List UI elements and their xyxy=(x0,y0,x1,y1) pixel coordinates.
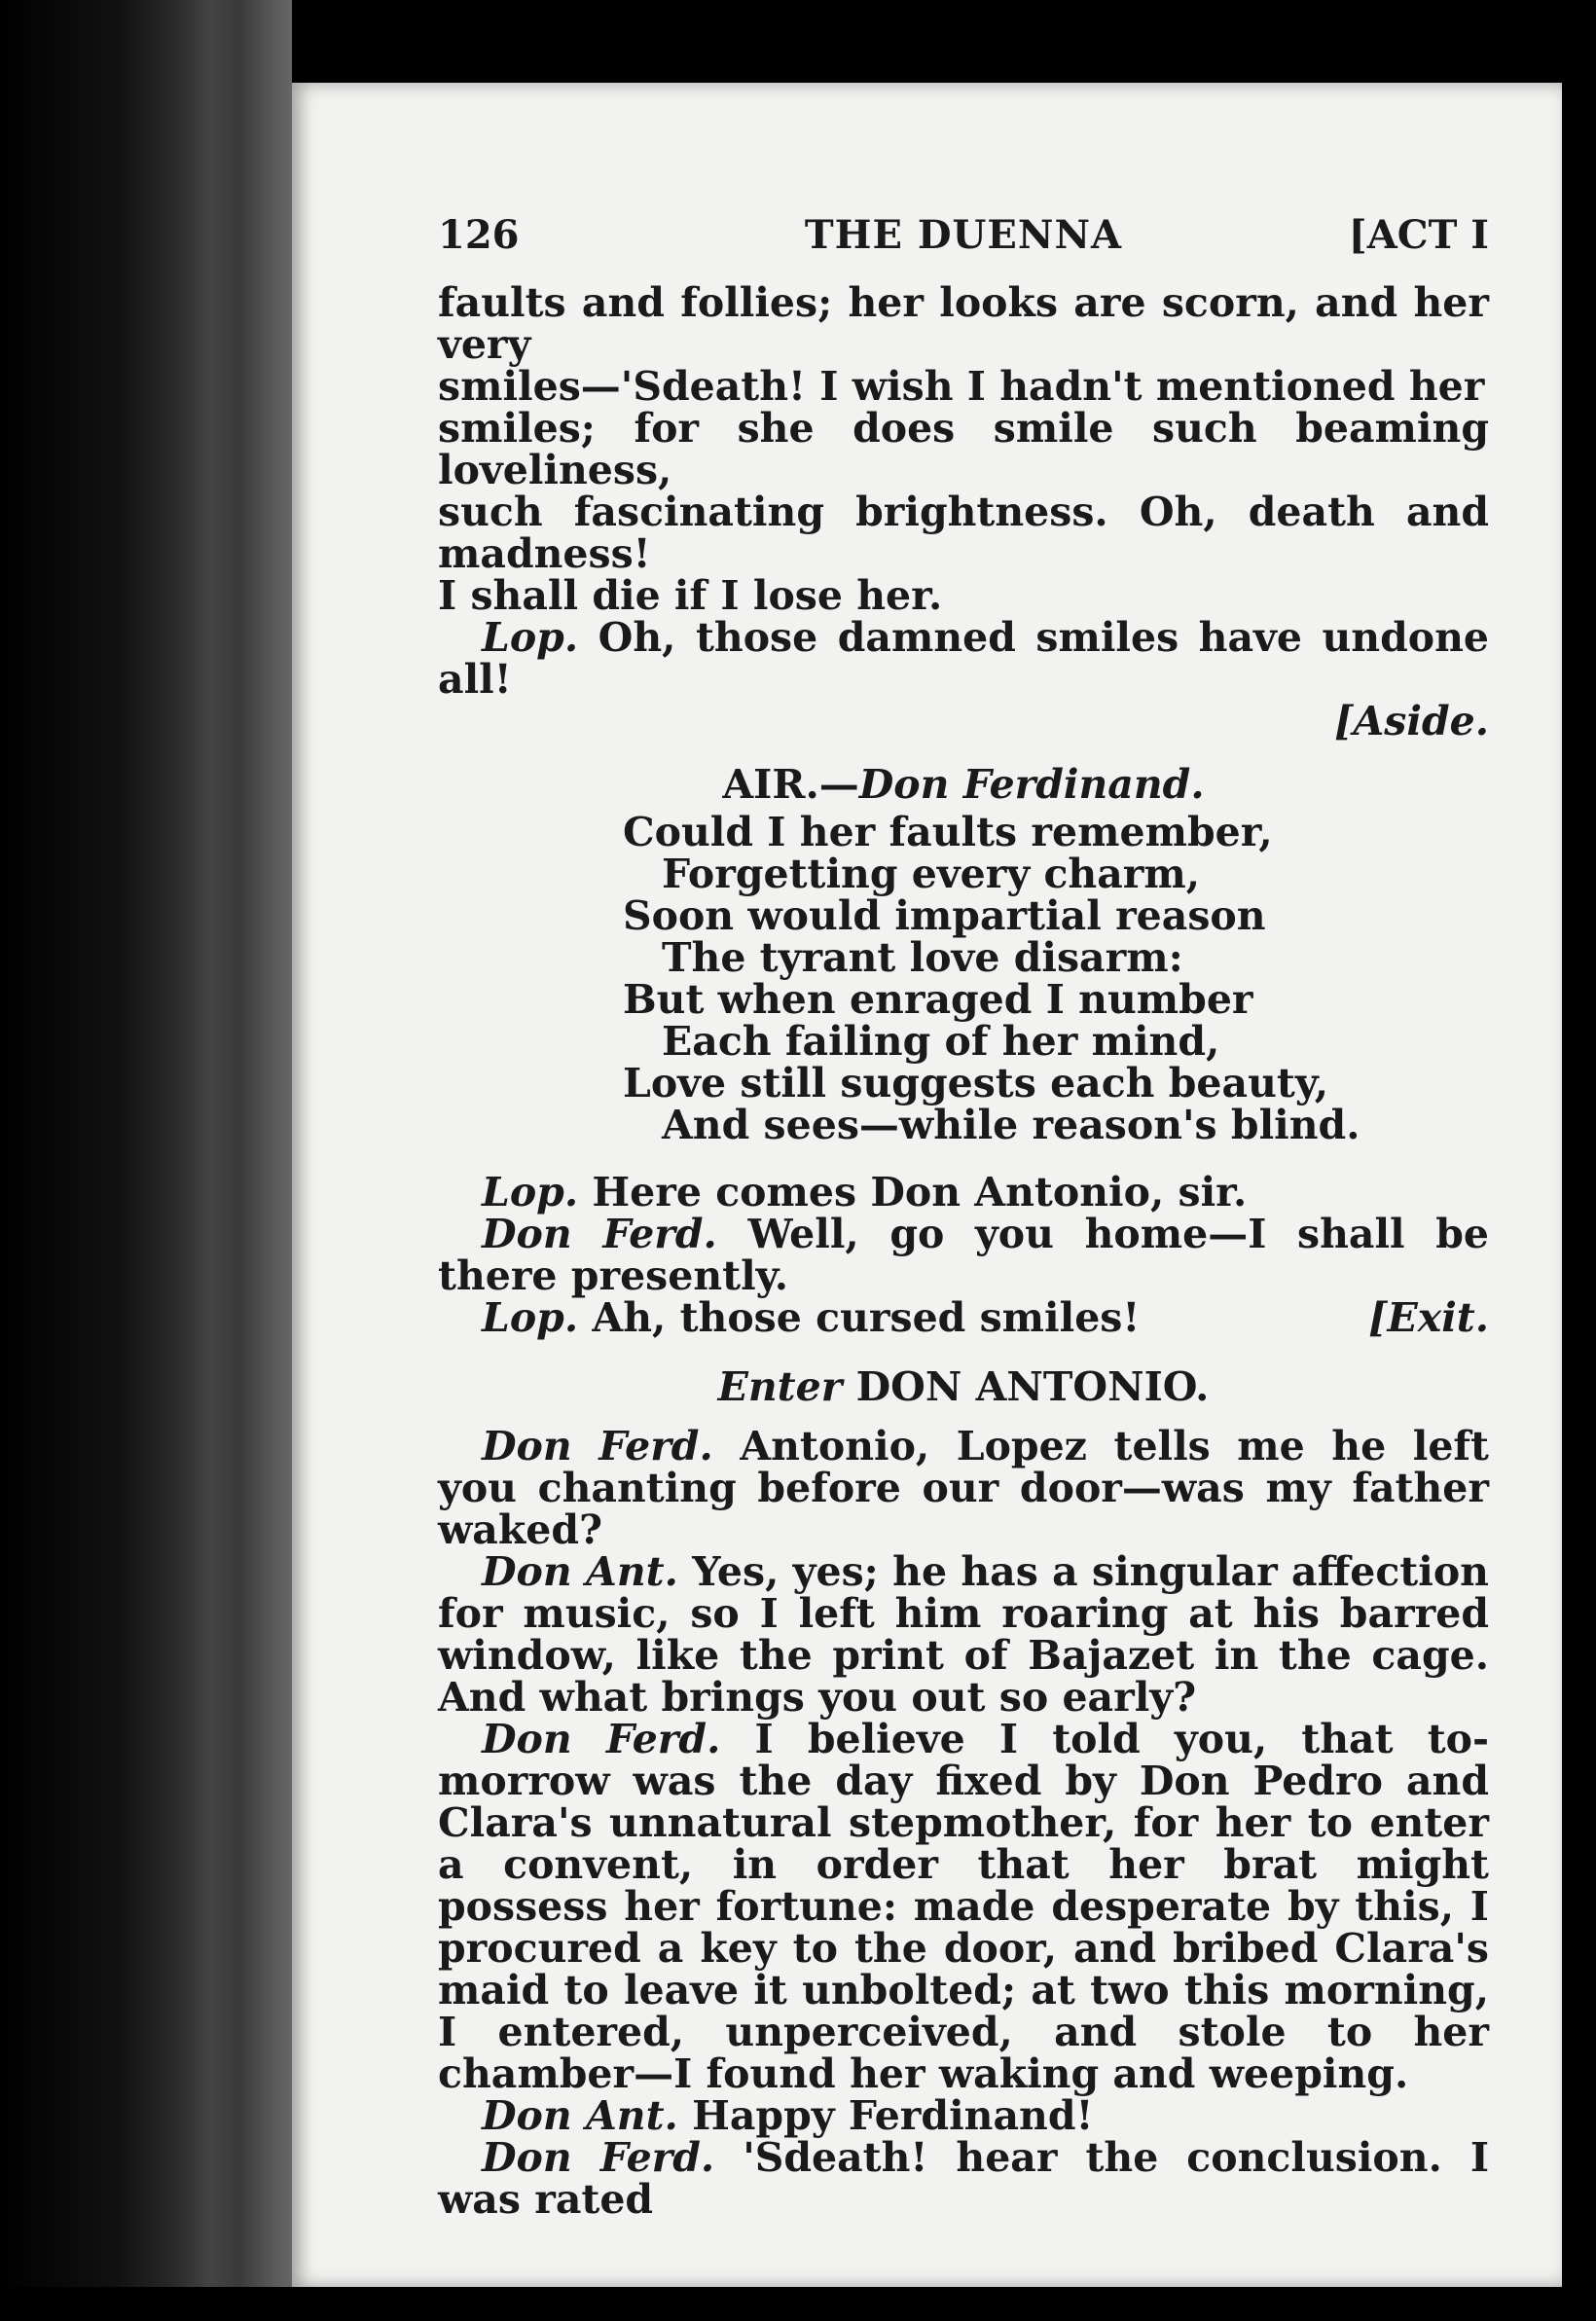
speech-text: Yes, yes; he has a singular affection for music, so I left him roaring at his barred window, like the print of Bajazet in the cage. And what brings you out so early? xyxy=(438,1548,1489,1721)
speaker-name: Lop. xyxy=(482,614,579,661)
verse-line: Each failing of her mind, xyxy=(662,1018,1220,1065)
text-line: smiles; for she does smile such beaming loveliness, xyxy=(438,405,1489,493)
speech-text: Here comes Don Antonio, sir. xyxy=(592,1169,1248,1215)
speech-text: Ah, those cursed smiles! xyxy=(592,1294,1141,1341)
speech-text: Happy Ferdinand! xyxy=(692,2092,1094,2139)
page-header xyxy=(438,214,1489,282)
page-content xyxy=(438,214,1489,2221)
speaker-name: Don Ferd. xyxy=(482,1423,713,1469)
verse-line: Soon would impartial reason xyxy=(623,892,1266,939)
dialogue-speech xyxy=(438,1211,1489,1299)
text-line: I shall die if I lose her. xyxy=(438,572,943,619)
scanner-bottom-edge xyxy=(0,2287,1596,2321)
verse-line: Forgetting every charm, xyxy=(662,851,1201,897)
stage-character: DON ANTONIO. xyxy=(855,1363,1210,1410)
verse-line: And sees—while reason's blind. xyxy=(662,1102,1360,1148)
verse-line: Could I her faults remember, xyxy=(623,809,1273,855)
speech-text: Oh, those damned smiles have undone all! xyxy=(438,614,1490,703)
exit-speech xyxy=(438,1294,1489,1341)
stage-direction xyxy=(438,1363,1489,1410)
text-line: such fascinating brightness. Oh, death and madness! xyxy=(438,489,1489,577)
speaker-name: Don Ferd. xyxy=(482,2134,715,2181)
speaker-name: Lop. xyxy=(482,1169,579,1215)
dialogue-speech xyxy=(438,2134,1490,2223)
air-label: AIR.— xyxy=(722,761,859,808)
exit-direction: [Exit. xyxy=(1368,1294,1489,1341)
running-title: THE DUENNA xyxy=(804,212,1123,258)
dialogue-speech xyxy=(438,1423,1489,1553)
page-number: 126 xyxy=(438,212,520,258)
song-verse xyxy=(623,809,1489,1148)
book-page xyxy=(292,83,1562,2287)
speech-text: Antonio, Lopez tells me he left you chanting before our door—was my father waked? xyxy=(438,1423,1489,1553)
dialogue-speech xyxy=(438,1548,1489,1721)
scanner-right-edge xyxy=(1562,0,1596,2321)
speaker-name: Don Ferd. xyxy=(482,1211,717,1257)
act-label: [ACT I xyxy=(1348,212,1489,258)
speech-text: Well, go you home—I shall be there presently. xyxy=(438,1211,1489,1299)
scanner-left-edge xyxy=(0,0,292,2321)
speaker-name: Don Ferd. xyxy=(482,1716,721,1762)
dialogue-speech xyxy=(438,2092,1489,2139)
text-line: faults and follies; her looks are scorn, and her very xyxy=(438,279,1489,368)
air-singer: Don Ferdinand. xyxy=(858,761,1205,808)
verse-line: The tyrant love disarm: xyxy=(662,934,1183,981)
verse-line: Love still suggests each beauty, xyxy=(623,1060,1329,1106)
air-title xyxy=(438,761,1489,808)
stage-enter: Enter xyxy=(717,1363,843,1410)
speaker-name: Don Ant. xyxy=(482,1548,678,1595)
lopez-speech xyxy=(438,614,1490,703)
opening-paragraph xyxy=(438,279,1489,619)
speaker-name: Lop. xyxy=(482,1294,579,1341)
verse-line: But when enraged I number xyxy=(623,976,1253,1023)
text-line: smiles—'Sdeath! I wish I hadn't mentioned her xyxy=(438,363,1485,410)
speech-text: I believe I told you, that to-morrow was the day fixed by Don Pedro and Clara's unnatural stepmother, for her to enter a convent, in order that her brat might possess her fortune: made desperate by this, I procured a key to the door, and bribed Clara's maid to leave it unbolted; at two this morning, I entered, unperceived, and stole to her chamber—I found her waking and weeping. xyxy=(438,1716,1489,2097)
speaker-name: Don Ant. xyxy=(482,2092,678,2139)
dialogue-speech xyxy=(438,1716,1489,2097)
dialogue-speech xyxy=(438,1169,1489,1215)
aside-direction: [Aside. xyxy=(1334,698,1489,744)
speech-text: 'Sdeath! hear the conclusion. I was rated xyxy=(438,2134,1490,2223)
